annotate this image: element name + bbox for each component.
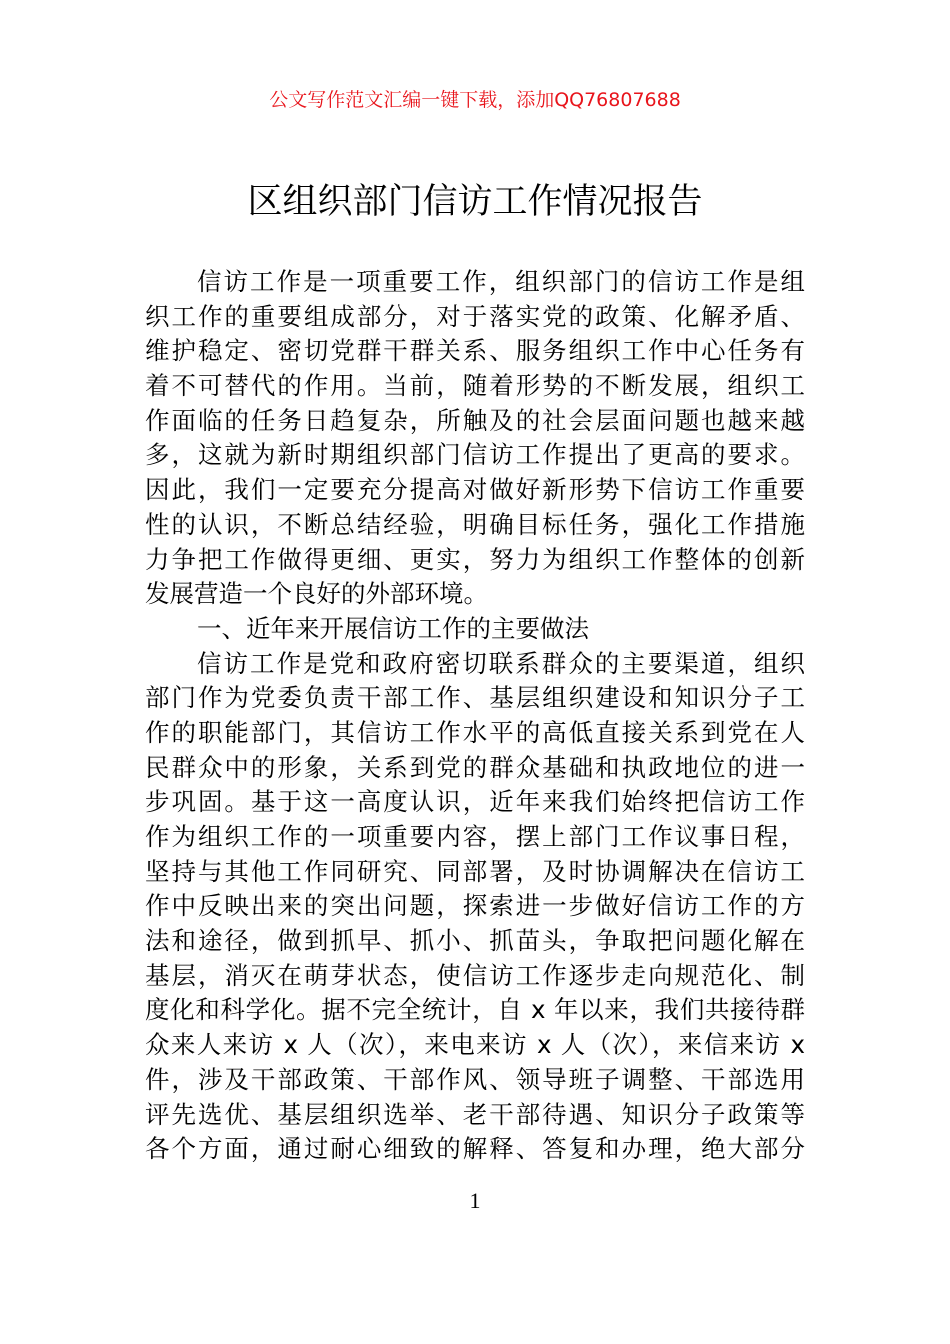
text-line: 发展营造一个良好的外部环境。 <box>145 579 488 609</box>
text-line: 性的认识，不断总结经验，明确目标任务，强化工作措施 <box>145 509 805 539</box>
paragraph <box>145 647 805 1167</box>
text-line: 作为组织工作的一项重要内容，摆上部门工作议事日程， <box>145 822 805 851</box>
text-line: 因此，我们一定要充分提高对做好新形势下信访工作重要 <box>145 475 805 505</box>
text-line: 法和途径，做到抓早、抓小、抓苗头，争取把问题化解在 <box>145 926 805 956</box>
document-body <box>145 265 805 1167</box>
text-line: 织工作的重要组成部分，对于落实党的政策、化解矛盾、 <box>145 301 805 331</box>
text-line: 各个方面，通过耐心细致的解释、答复和办理，绝大部分 <box>145 1134 805 1164</box>
text-line: 步巩固。基于这一高度认识，近年来我们始终把信访工作 <box>145 787 805 817</box>
text-line: 评先选优、基层组织选举、老干部待遇、知识分子政策等 <box>145 1099 805 1129</box>
promo-header: 公文写作范文汇编一键下载，添加QQ76807688 <box>269 89 681 111</box>
text-line: 度化和科学化。据不完全统计，自 x 年以来，我们共接待群 <box>145 995 805 1025</box>
section-heading <box>145 612 805 647</box>
page-number: 1 <box>469 1188 481 1213</box>
text-line: 信访工作是党和政府密切联系群众的主要渠道，组织 <box>197 648 805 678</box>
text-line: 基层，消灭在萌芽状态，使信访工作逐步走向规范化、制 <box>145 960 805 990</box>
text-line: 作中反映出来的突出问题，探索进一步做好信访工作的方 <box>145 891 805 921</box>
text-line: 信访工作是一项重要工作，组织部门的信访工作是组 <box>197 267 805 296</box>
document-title: 区组织部门信访工作情况报告 <box>247 182 703 222</box>
text-line: 着不可替代的作用。当前，随着形势的不断发展，组织工 <box>145 371 805 401</box>
text-line: 力争把工作做得更细、更实，努力为组织工作整体的创新 <box>145 544 805 574</box>
text-line: 维护稳定、密切党群干群关系、服务组织工作中心任务有 <box>145 336 805 366</box>
text-line: 作面临的任务日趋复杂，所触及的社会层面问题也越来越 <box>145 405 805 435</box>
text-line: 件，涉及干部政策、干部作风、领导班子调整、干部选用 <box>145 1064 805 1094</box>
text-line: 部门作为党委负责干部工作、基层组织建设和知识分子工 <box>145 683 805 713</box>
text-line: 众来人来访 x 人（次），来电来访 x 人（次），来信来访 x <box>145 1030 805 1060</box>
text-line: 多，这就为新时期组织部门信访工作提出了更高的要求。 <box>145 440 805 470</box>
text-line: 作的职能部门，其信访工作水平的高低直接关系到党在人 <box>145 717 805 747</box>
text-line: 一、近年来开展信访工作的主要做法 <box>197 613 589 643</box>
text-line: 坚持与其他工作同研究、同部署，及时协调解决在信访工 <box>145 856 805 886</box>
text-line: 民群众中的形象，关系到党的群众基础和执政地位的进一 <box>145 752 805 782</box>
paragraph <box>145 265 805 612</box>
